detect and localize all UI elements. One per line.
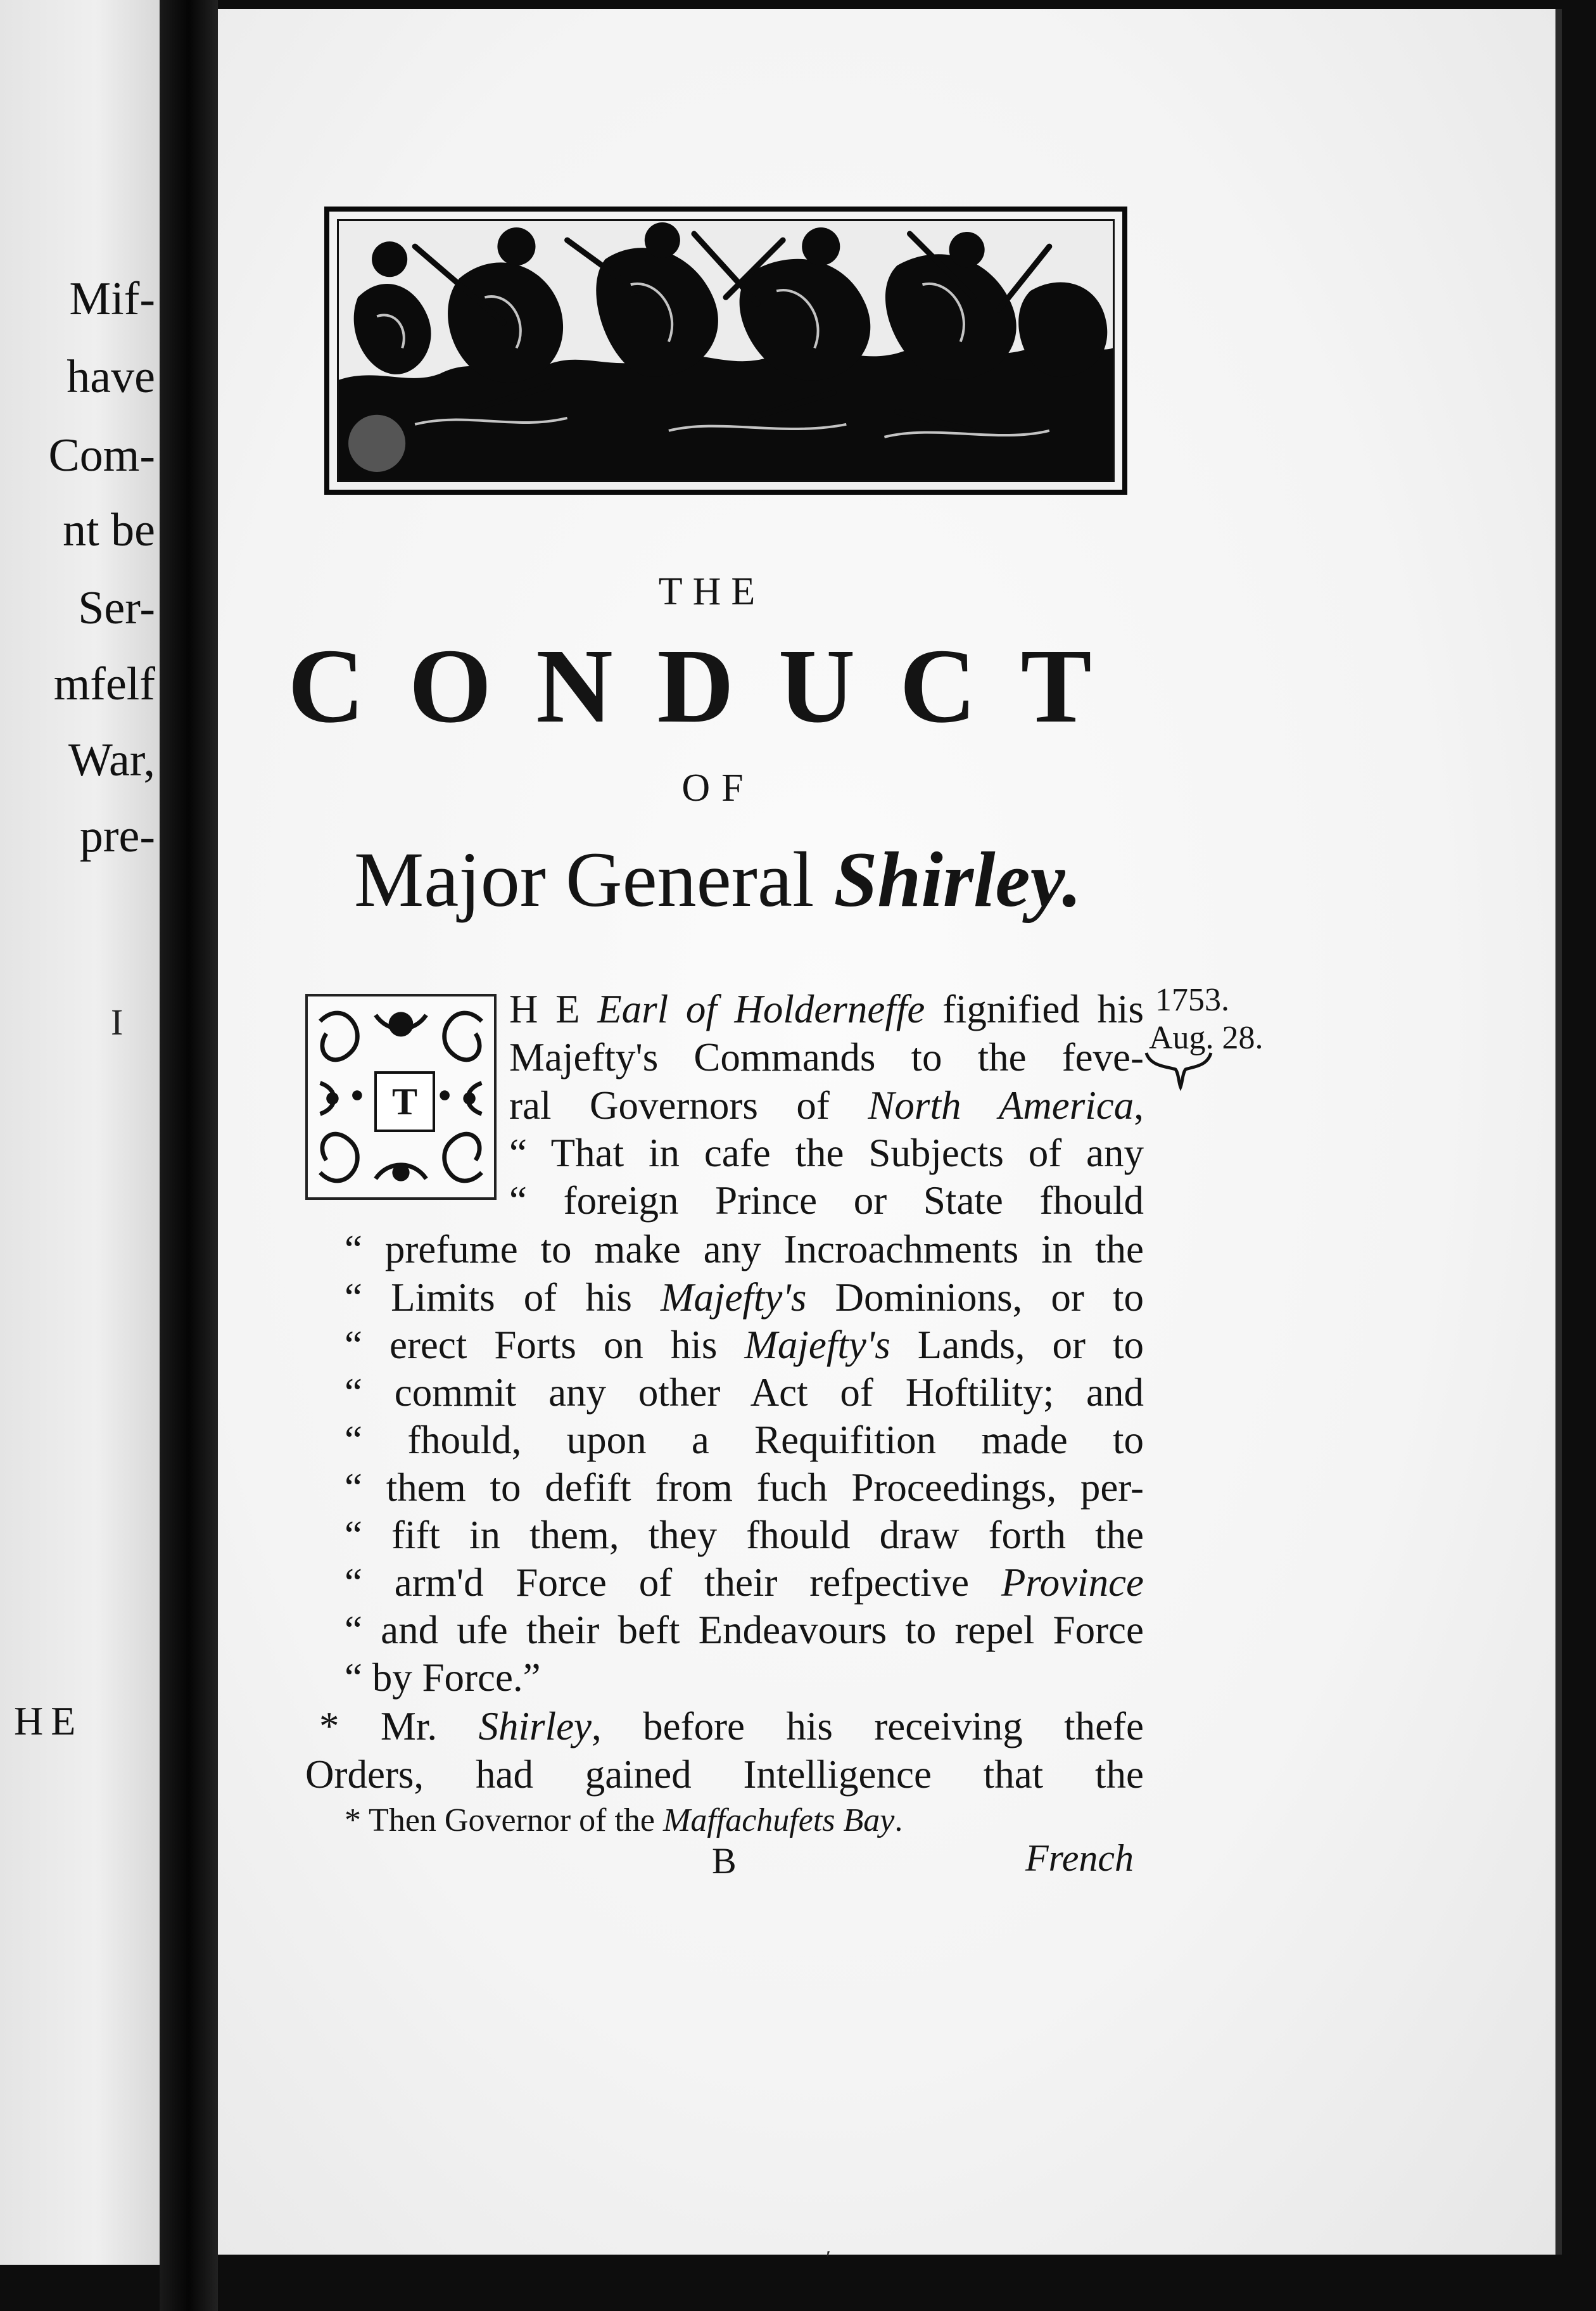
body-segment: * Mr. — [319, 1704, 479, 1748]
body-segment: “ fift in them, they fhould draw forth the — [345, 1513, 1144, 1557]
body-segment: “ by Force.” — [345, 1655, 541, 1700]
body-italic: Earl of Holderneffe — [597, 987, 925, 1031]
body-line — [345, 1325, 1144, 1365]
book-gutter — [160, 0, 218, 2311]
body-italic: Majefty's — [744, 1323, 890, 1367]
body-line — [319, 1704, 1144, 1748]
body-segment: “ erect Forts on his — [345, 1323, 745, 1367]
title-of: OF — [681, 767, 755, 810]
body-segment: “ arm'd Force of their refpective — [345, 1560, 1001, 1605]
body-segment: ral Governors of — [509, 1083, 868, 1128]
title-name: Shirley. — [833, 836, 1082, 923]
initial-letter: T — [374, 1071, 435, 1132]
body-line — [345, 1515, 1144, 1555]
body-line — [509, 1083, 1144, 1128]
title-the: THE — [658, 570, 766, 613]
footnote-place: Maffachufets Bay — [663, 1802, 895, 1838]
body-segment: “ fhould, upon a Requifition made to — [345, 1418, 1144, 1462]
body-line — [345, 1465, 1144, 1510]
title-major-general: Major General — [354, 836, 814, 923]
decorated-initial — [305, 994, 497, 1200]
body-segment: “ them to defift from fuch Proceedings, per- — [345, 1465, 1144, 1510]
body-segment: H E — [509, 987, 598, 1031]
left-page-line: nt be — [63, 504, 155, 556]
body-line — [345, 1227, 1144, 1271]
body-line — [345, 1610, 1144, 1650]
left-page-line: Mif- — [69, 273, 155, 325]
body-segment: Majefty's Commands to the feve- — [509, 1035, 1144, 1079]
body-segment: “ commit any other Act of Hoftility; and — [345, 1370, 1144, 1415]
body-line — [345, 1560, 1144, 1605]
margin-brace — [1144, 1048, 1213, 1092]
left-page-line: have — [66, 351, 155, 403]
footnote-pre: * Then Governor of the — [345, 1802, 664, 1838]
body-line — [345, 1420, 1144, 1460]
body-segment: Orders, had gained Intelligence that the — [305, 1752, 1144, 1797]
body-segment: , — [1134, 1083, 1144, 1128]
catchword: French — [1025, 1837, 1134, 1879]
body-line — [345, 1655, 541, 1700]
body-segment: Lands, or to — [890, 1323, 1144, 1367]
body-line — [305, 1752, 1144, 1797]
body-line — [509, 987, 1144, 1031]
body-italic: Province — [1001, 1560, 1144, 1605]
woodcut-battle-illustration — [324, 207, 1127, 495]
body-italic: Majefty's — [660, 1275, 807, 1320]
body-segment: “ Limits of his — [345, 1275, 661, 1320]
left-facing-page — [0, 0, 160, 2265]
title-conduct: CONDUCT — [288, 627, 1136, 745]
body-line — [509, 1133, 1144, 1173]
footnote-post: . — [894, 1802, 903, 1838]
body-italic: Shirley — [478, 1704, 592, 1748]
body-italic: North America — [868, 1083, 1134, 1128]
left-page-stray-char: I — [111, 1002, 124, 1043]
title-major-general-shirley — [354, 836, 1082, 923]
body-line — [345, 1370, 1144, 1415]
signature-mark: B — [712, 1840, 737, 1881]
body-segment: , before his receiving thefe — [592, 1704, 1144, 1748]
body-line — [509, 1178, 1144, 1223]
left-page-line: Com- — [48, 430, 155, 481]
left-page-line: Ser- — [78, 582, 155, 634]
body-line — [509, 1035, 1144, 1079]
margin-note-year: 1753. — [1155, 982, 1229, 1018]
left-page-line: mfelf — [53, 658, 155, 710]
left-page-line: War, — [68, 734, 155, 786]
footnote — [345, 1802, 902, 1839]
body-segment: Dominions, or to — [806, 1275, 1144, 1320]
body-segment: “ foreign Prince or State fhould — [509, 1178, 1144, 1223]
book-page — [218, 9, 1562, 2271]
margin-note-date: Aug. 28. — [1149, 1020, 1264, 1056]
page-edge-mark: ′ — [826, 2246, 831, 2271]
body-segment: “ That in cafe the Subjects of any — [509, 1131, 1144, 1175]
body-segment: “ and ufe their beft Endeavours to repel Force — [345, 1608, 1144, 1652]
body-line — [345, 1275, 1144, 1320]
body-segment: fignified his — [925, 987, 1144, 1031]
body-segment: “ prefume to make any Incroachments in the — [345, 1227, 1144, 1271]
left-page-line: pre- — [79, 810, 155, 862]
left-page-bottom-word: HE — [14, 1698, 84, 1743]
